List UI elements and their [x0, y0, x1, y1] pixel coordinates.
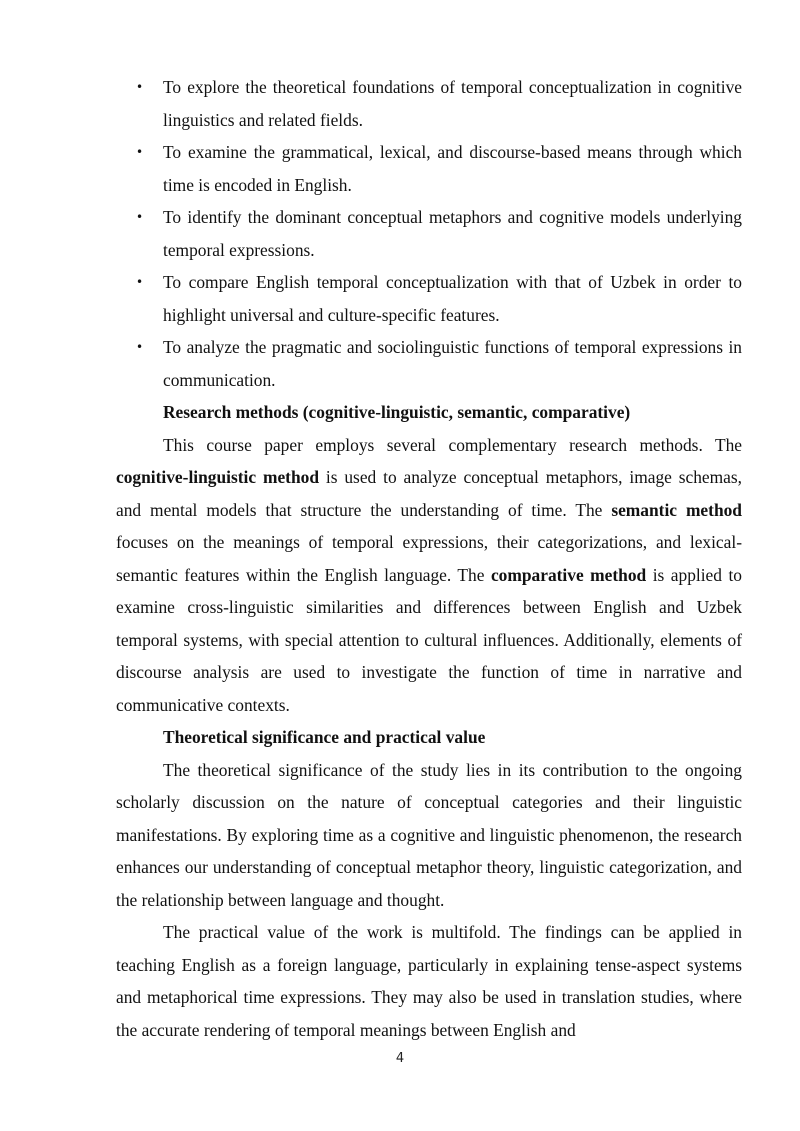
- list-item: [116, 266, 742, 331]
- paragraph-text: is applied to examine cross-linguistic similarities and differences between English and Uzbek temporal systems, with special attention to cultural influences. Additionally, elements of discourse analysis are used to investigate the function of time in narrative and communicative contexts.: [116, 564, 742, 715]
- objectives-list: [116, 71, 742, 396]
- list-item: [116, 201, 742, 266]
- bold-term: cognitive-linguistic method: [116, 467, 319, 487]
- list-item-text: To compare English temporal conceptualization with that of Uzbek in order to highlight universal and culture-specific features.: [163, 272, 742, 325]
- significance-heading: Theoretical significance and practical value: [163, 727, 486, 747]
- paragraph-text: This course paper employs several complementary research methods. The: [163, 434, 742, 455]
- bullet-icon: •: [136, 340, 144, 354]
- paragraph-text: focuses on the meanings of temporal expressions, their categorizations, and lexical-semantic features within the English language. The: [116, 532, 742, 585]
- research-methods-heading: Research methods (cognitive-linguistic, semantic, comparative): [163, 402, 631, 422]
- bullet-icon: •: [136, 80, 144, 94]
- theoretical-significance-paragraph: The theoretical significance of the study lies in its contribution to the ongoing scholarly discussion on the nature of conceptual categories and their linguistic manifestations. By exploring time as a cognitive and linguistic phenomenon, the research enhances our understanding of conceptual metaphor theory, linguistic categorization, and the relationship between language and thought.: [116, 759, 742, 910]
- list-item-text: To analyze the pragmatic and sociolinguistic functions of temporal expressions in communication.: [163, 337, 742, 390]
- list-item: [116, 136, 742, 201]
- research-methods-paragraph: [116, 429, 742, 722]
- paragraph-text: is used to analyze conceptual metaphors, image schemas, and mental models that structure the understanding of time. The: [116, 467, 742, 520]
- bullet-icon: •: [136, 145, 144, 159]
- bold-term: comparative method: [490, 564, 647, 585]
- list-item-text: To explore the theoretical foundations of temporal conceptualization in cognitive linguistics and related fields.: [163, 77, 742, 130]
- bullet-icon: •: [136, 275, 144, 289]
- list-item: [116, 71, 742, 136]
- list-item-text: To examine the grammatical, lexical, and discourse-based means through which time is encoded in English.: [163, 142, 742, 195]
- practical-value-paragraph: The practical value of the work is multifold. The findings can be applied in teaching English as a foreign language, particularly in explaining tense-aspect systems and metaphorical time expressions. They may also be used in translation studies, where the accurate rendering of temporal meanings between English and: [116, 922, 742, 1040]
- bold-term: semantic method: [611, 499, 742, 520]
- bullet-icon: •: [136, 210, 144, 224]
- list-item: [116, 331, 742, 396]
- page-content: [116, 71, 742, 1046]
- page-number: 4: [395, 1051, 405, 1066]
- list-item-text: To identify the dominant conceptual metaphors and cognitive models underlying temporal expressions.: [163, 207, 742, 260]
